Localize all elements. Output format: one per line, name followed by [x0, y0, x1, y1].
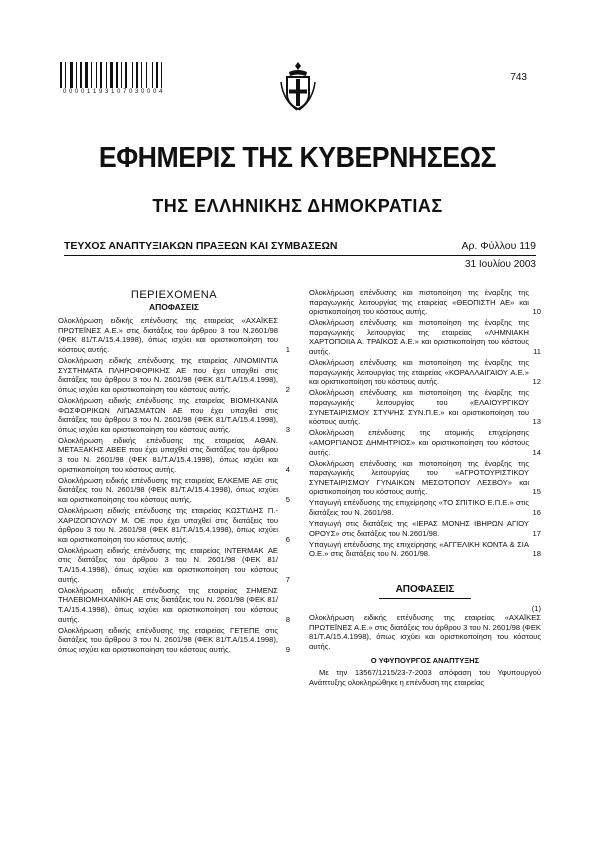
contents-entry: Υπαγωγή επένδυσης της επιχείρησης «ΤΟ ΣΠΙΤΙΚΟ Ε.Π.Ε.» στις διατάξεις του Ν. 2601/98. 16 — [309, 498, 541, 518]
contents-entry: Ολοκλήρωση ειδικής επένδυσης της εταιρείας ΕΛΚΕΜΕ ΑΕ στις διατάξεις του Ν. 2601/98 (ΦΕΚ 81/Τ.Α/15.4.1998), όπως ισχύει και οριστικοποίησης του κόστους αυτής. 5 — [58, 475, 290, 504]
contents-left-list — [58, 316, 290, 654]
contents-entry: Ολοκλήρωση ειδικής επένδυσης της εταιρείας «ΑΧΑΪΚΕΣ ΠΡΩΤΕΪΝΕΣ Α.Ε.» στις διατάξεις του άρθρου 3 του Ν.2601/98 (ΦΕΚ 81/Τ.Α/15.4.1998), όπως ισχύει και οριστικοποίηση του κόστους αυτής. 1 — [58, 316, 290, 354]
contents-entry: Υπαγωγή στις διατάξεις της «ΙΕΡΑΣ ΜΟΝΗΣ ΙΒΗΡΩΝ ΑΓΙΟΥ ΟΡΟΥΣ» στις διατάξεις του Ν.2601/98. 17 — [309, 519, 541, 538]
gazette-subtitle: ΤΗΣ ΕΛΛΗΝΙΚΗΣ ΔΗΜΟΚΡΑΤΙΑΣ — [152, 196, 443, 216]
contents-entry: Ολοκλήρωση ειδικής επένδυσης της εταιρείας ΑΘΑΝ. ΜΕΤΑΞΑΚΗΣ ΑΒΕΕ που έχει υπαχθεί στις διατάξεις του άρθρου 3 του Ν. 2601/98 (ΦΕΚ 81/Τ.Α/15.4.1998), όπως ισχύει και οριστικοποίηση του κόστους αυτής. 4 — [58, 435, 290, 474]
decision-title: Ολοκλήρωση ειδικής επένδυσης της εταιρείας «ΑΧΑΪΚΕΣ ΠΡΩΤΕΪΝΕΣ Α.Ε.» στις διατάξεις του άρθρου 3 του Ν. 2601/98 (ΦΕΚ 81/Τ.Α/15.4.1998), όπως ισχύει και οριστικοποίηση του κόστους αυτής. — [309, 613, 541, 651]
contents-entry: Ολοκλήρωση επένδυσης και πιστοποίηση της έναρξης της παραγωγικής λειτουργίας της εταιρείας «ΛΗΜΝΙΑΚΗ ΧΑΡΤΟΠΟΙΙΑ Α. ΤΡΑΪΚΟΣ Α.Ε.» και οριστικοποίηση του κόστους αυτής. 11 — [309, 318, 541, 357]
gazette-title: ΕΦΗΜΕΡΙΣ ΤΗΣ ΚΥΒΕΡΝΗΣΕΩΣ — [98, 142, 497, 174]
issue-number: Αρ. Φύλλου 119 — [461, 240, 536, 252]
barcode-number: 0 0 0 0 1 1 9 3 1 0 7 0 3 0 0 0 4 — [63, 89, 163, 95]
decisions-divider — [379, 598, 471, 599]
issue-date: 31 Ιουλίου 2003 — [465, 259, 536, 270]
contents-entry: Ολοκλήρωση επένδυσης και πιστοποίηση της έναρξης της παραγωγικής λειτουργίας της εταιρείας «ΘΕΟΠΙΣΤΗ ΑΕ» και οριστικοποίηση του κόστους αυτής. 10 — [309, 288, 541, 317]
contents-entry: Ολοκλήρωση ειδικής επένδυσης της εταιρείας ΛΙΝΟΜΙΝΤΙΑ ΣΥΣΤΗΜΑΤΑ ΠΛΗΡΟΦΟΡΙΚΗΣ ΑΕ που έχει υπαχθεί στις διατάξεις του άρθρου 3 του Ν. 2601/98 (ΦΕΚ 81/Τ.Α/15.4.1998), όπως ισχύει και οριστικοποίηση του κόστους αυτής. 2 — [58, 356, 290, 394]
page-number: 743 — [510, 72, 527, 83]
contents-entry: Ολοκλήρωση ειδικής επένδυσης της εταιρείας ΓΕΤΕΠΕ στις διατάξεις του άρθρου 3 του Ν. 2601/98 (ΦΕΚ 81/Τ.Α/15.4.1998), όπως ισχύει και οριστικοποίηση του κόστους αυτής. 9 — [58, 625, 290, 654]
decisions-heading: ΑΠΟΦΑΣΕΙΣ — [395, 584, 455, 596]
contents-entry: Ολοκλήρωση ειδικής επένδυσης της εταιρείας ΣΗΜΕΝΣ ΤΗΛΕΒΙΟΜΗΧΑΝΙΚΗ ΑΕ στις διατάξεις του Ν. 2601/98 (ΦΕΚ 81/Τ.Α/15.4.1998), όπως ισχύει και οριστικοποίηση του κόστους αυτής. 8 — [58, 585, 290, 624]
contents-entry: Ολοκλήρωση επένδυσης και πιστοποίηση της έναρξης της παραγωγικής λειτουργίας της εταιρείας «ΚΟΡΑΛΛΑΙΓΑΙΟΥ Α.Ε.» και οριστικοποίηση του κόστους αυτής. 12 — [309, 358, 541, 387]
contents-entry: Ολοκλήρωση επένδυσης της ατομικής επιχείρησης «ΑΜΟΡΓΙΑΝΟΣ ΔΗΜΗΤΡΙΟΣ» και οριστικοποίηση του κόστους αυτής. 14 — [309, 428, 541, 457]
contents-entry: Ολοκλήρωση επένδυσης και πιστοποίηση της έναρξης της παραγωγικής λειτουργίας του «ΑΓΡΟΤΟΥΡΙΣΤΙΚΟΥ ΣΥΝΕΤΑΙΡΙΣΜΟΥ ΓΥΝΑΙΚΩΝ ΜΕΣΟΤΟΠΟΥ ΛΕΣΒΟΥ» και οριστικοποίηση του κόστους αυτής. 15 — [309, 458, 541, 497]
decision-number: (1) — [531, 603, 541, 613]
coat-of-arms-icon — [279, 60, 317, 112]
minister-heading: Ο ΥΦΥΠΟΥΡΓΟΣ ΑΝΑΠΤΥΞΗΣ — [370, 655, 480, 665]
contents-section-heading: ΑΠΟΦΑΣΕΙΣ — [148, 301, 199, 312]
barcode — [60, 62, 178, 88]
contents-entry: Ολοκλήρωση ειδικής επένδυσης της εταιρείας ΒΙΟΜΗΧΑΝΙΑ ΦΩΣΦΟΡΙΚΩΝ ΛΙΠΑΣΜΑΤΩΝ ΑΕ που έχει υπαχθεί στις διατάξεις του άρθρου 3 του Ν. 2601/98 (ΦΕΚ 81/Τ.Α/15.4.1998), όπως ισχύει και οριστικοποίηση του κόστους αυτής. 3 — [58, 395, 290, 434]
contents-entry: Υπαγωγή επένδυσης της επιχείρησης «ΑΓΓΕΛΙΚΗ ΚΟΝΤΑ & ΣΙΑ Ο.Ε.» στις διατάξεις του Ν. 2601/98. 18 — [309, 539, 541, 559]
contents-entry: Ολοκλήρωση ειδικής επένδυσης της εταιρείας ΚΩΣΤΙΔΗΣ Π.-ΧΑΡΙΖΟΠΟΥΛΟΥ Μ. ΟΕ που έχει υπαχθεί στις διατάξεις του άρθρου 3 του Ν. 2601/98 (ΦΕΚ 81/Τ.Α/15.4.1998), όπως ισχύει και οριστικοποίηση του κόστους αυτής. 6 — [58, 505, 290, 544]
contents-entry: Ολοκλήρωση ειδικής επένδυσης της εταιρείας INTERMAK ΑΕ στις διατάξεις του άρθρου 3 του Ν. 2601/98 (ΦΕΚ 81/Τ.Α/15.4.1998), όπως ισχύει και οριστικοποίηση του κόστους αυτής. 7 — [58, 545, 290, 584]
contents-entry: Ολοκλήρωση επένδυσης και πιστοποίηση της έναρξης της παραγωγικής λειτουργίας του «ΕΛΑΙΟΥΡΓΙΚΟΥ ΣΥΝΕΤΑΙΡΙΣΜΟΥ ΣΤΥΨΗΣ ΣΥΝ.Π.Ε.» και οριστικοποίηση του κόστους αυτής. 13 — [309, 388, 541, 427]
contents-right-column — [309, 288, 541, 687]
issue-divider — [64, 255, 536, 256]
contents-heading: ΠΕΡΙΕΧΟΜΕΝΑ — [130, 289, 218, 301]
contents-left-column — [58, 288, 290, 656]
decision-intro: Με την 13567/1215/23-7-2003 απόφαση του Υφυπουργού Ανάπτυξης ολοκληρώθηκε η επένδυση της εταιρείας — [309, 668, 541, 687]
contents-right-list — [309, 288, 541, 559]
issue-line — [64, 240, 536, 252]
issue-type: ΤΕΥΧΟΣ ΑΝΑΠΤΥΞΙΑΚΩΝ ΠΡΑΞΕΩΝ ΚΑΙ ΣΥΜΒΑΣΕΩΝ — [64, 240, 338, 252]
